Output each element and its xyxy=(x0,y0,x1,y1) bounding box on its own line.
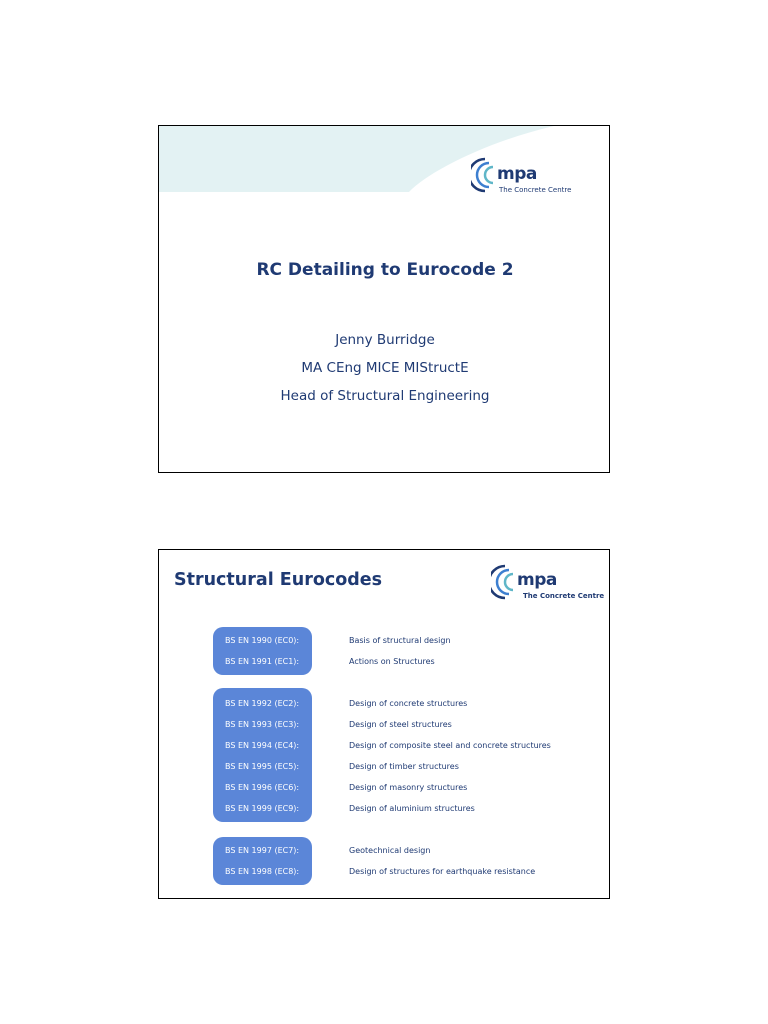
eurocode-code: BS EN 1995 (EC5): xyxy=(225,762,300,771)
eurocode-row xyxy=(159,694,610,714)
eurocode-description: Design of concrete structures xyxy=(349,699,468,708)
eurocode-row xyxy=(159,652,610,672)
eurocode-row xyxy=(159,799,610,819)
eurocode-description: Design of structures for earthquake resistance xyxy=(349,867,536,876)
eurocode-row xyxy=(159,757,610,777)
eurocode-row xyxy=(159,862,610,882)
logo-brand: mpa xyxy=(497,164,537,184)
eurocode-description: Design of timber structures xyxy=(349,762,459,771)
slide-title xyxy=(158,125,610,473)
eurocode-row xyxy=(159,715,610,735)
eurocode-description: Design of masonry structures xyxy=(349,783,468,792)
author-qualifications: MA CEng MICE MIStructE xyxy=(301,360,469,376)
mpa-logo xyxy=(491,560,603,604)
logo-subtitle: The Concrete Centre xyxy=(499,186,572,194)
slide-eurocodes xyxy=(158,549,610,899)
author-name: Jenny Burridge xyxy=(335,332,435,348)
eurocode-code: BS EN 1990 (EC0): xyxy=(225,636,300,645)
eurocode-description: Basis of structural design xyxy=(349,636,451,645)
eurocode-code: BS EN 1996 (EC6): xyxy=(225,783,300,792)
eurocode-row xyxy=(159,841,610,861)
eurocode-description: Design of aluminium structures xyxy=(349,804,475,813)
logo-brand: mpa xyxy=(517,570,557,590)
eurocode-code: BS EN 1993 (EC3): xyxy=(225,720,300,729)
logo-subtitle: The Concrete Centre xyxy=(523,592,605,600)
eurocode-code: BS EN 1997 (EC7): xyxy=(225,846,300,855)
eurocode-code: BS EN 1994 (EC4): xyxy=(225,741,300,750)
author-role: Head of Structural Engineering xyxy=(280,388,490,404)
author-info xyxy=(159,326,610,410)
eurocode-code: BS EN 1992 (EC2): xyxy=(225,699,300,708)
eurocode-row xyxy=(159,736,610,756)
eurocode-row xyxy=(159,631,610,651)
mpa-logo xyxy=(471,150,581,200)
eurocode-code: BS EN 1998 (EC8): xyxy=(225,867,300,876)
eurocode-code: BS EN 1991 (EC1): xyxy=(225,657,300,666)
eurocode-description: Design of composite steel and concrete structures xyxy=(349,741,551,750)
eurocode-description: Geotechnical design xyxy=(349,846,431,855)
eurocode-row xyxy=(159,778,610,798)
eurocode-description: Design of steel structures xyxy=(349,720,452,729)
slide-heading: Structural Eurocodes xyxy=(174,570,383,590)
eurocode-code: BS EN 1999 (EC9): xyxy=(225,804,300,813)
eurocode-description: Actions on Structures xyxy=(349,657,435,666)
slide-title-heading: RC Detailing to Eurocode 2 xyxy=(256,260,514,280)
